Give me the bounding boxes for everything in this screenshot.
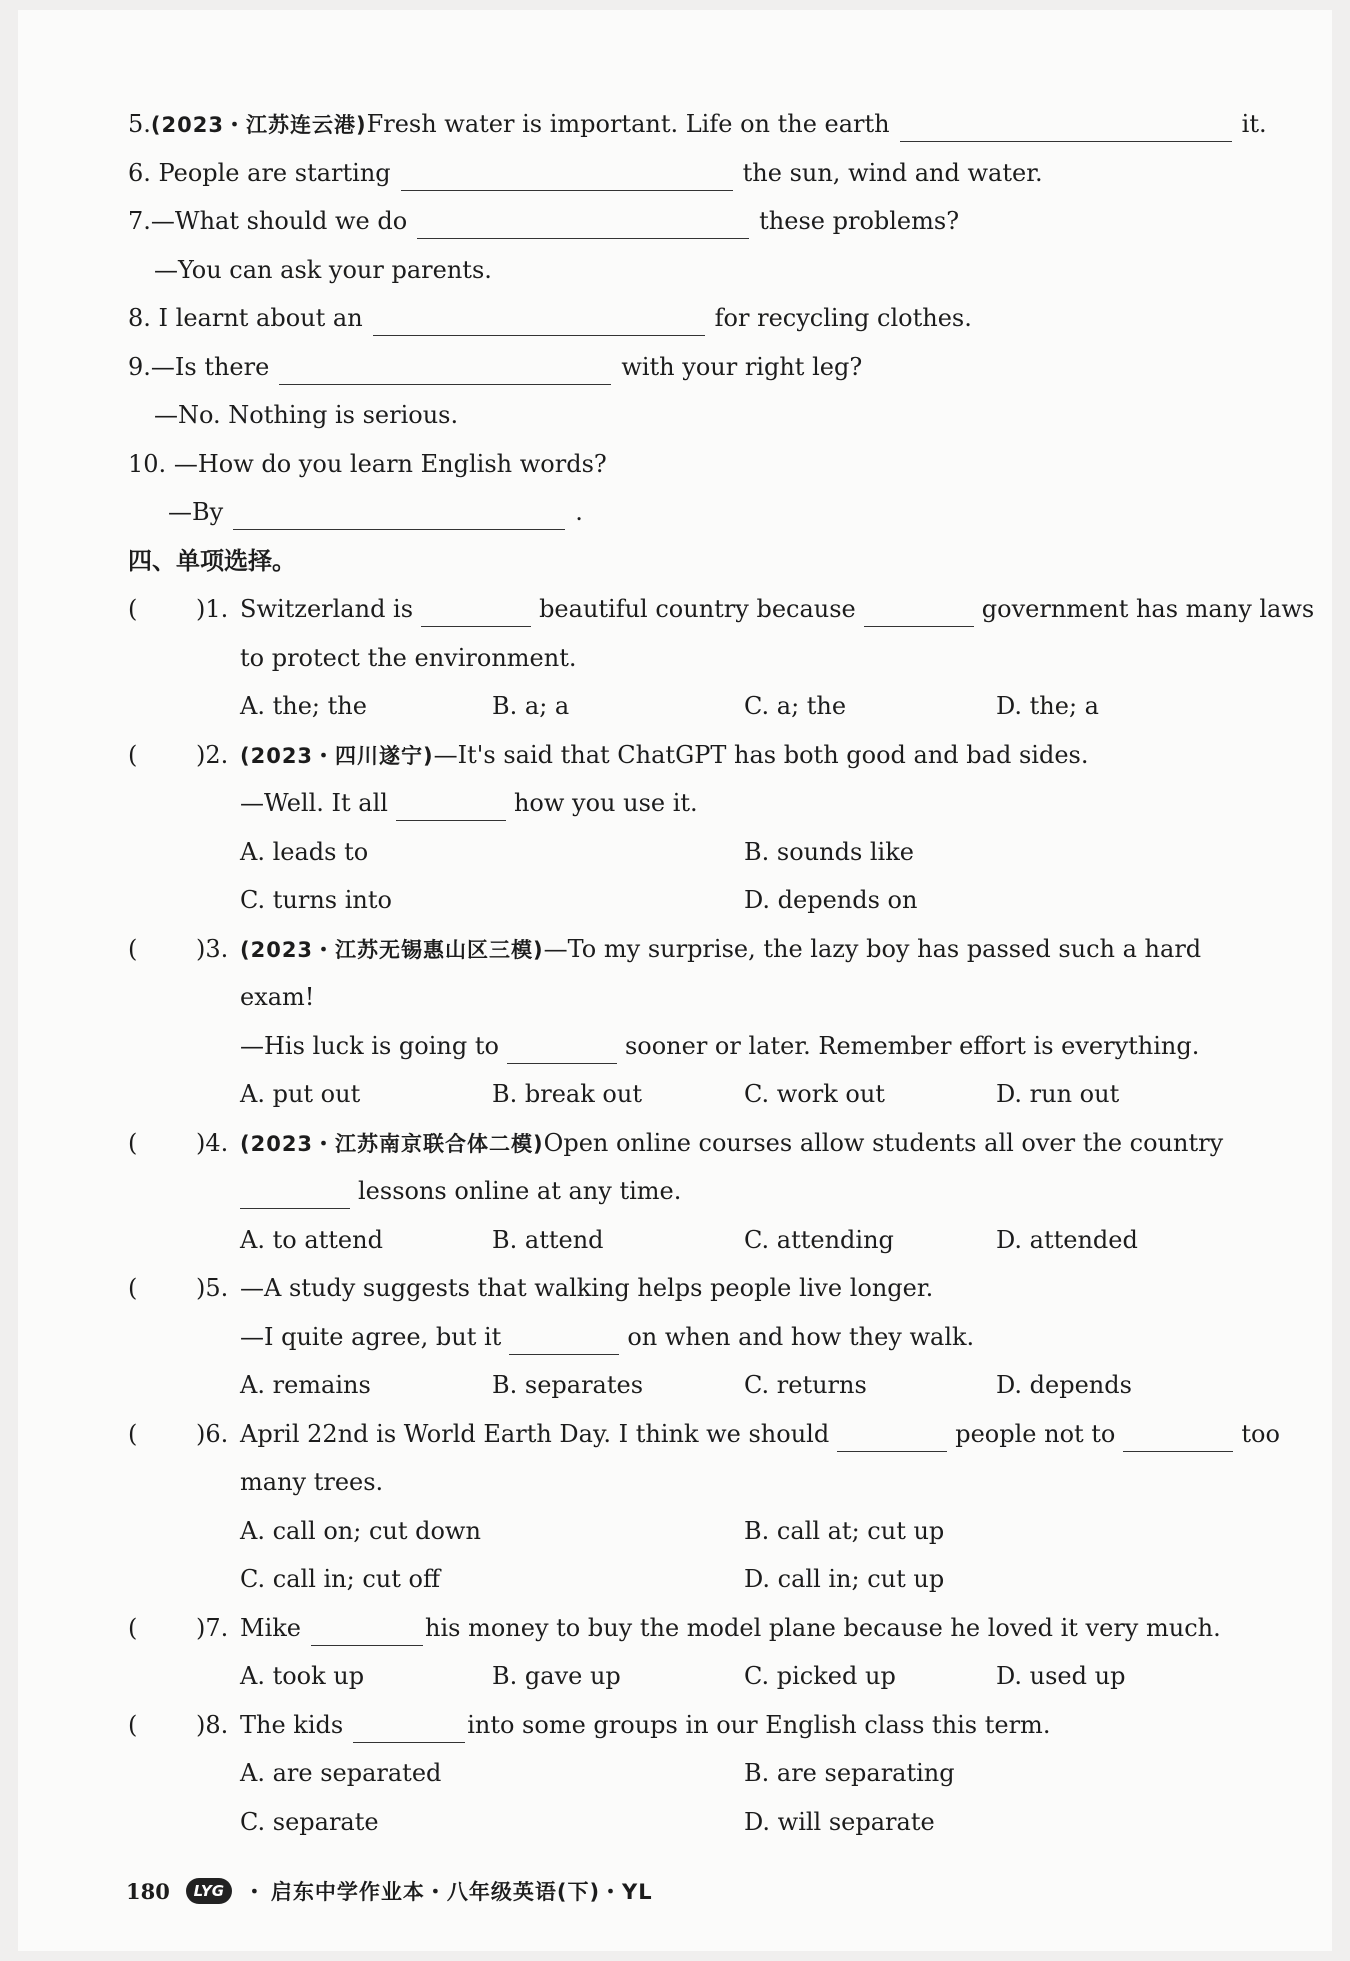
mc-question-3: [128, 925, 1288, 974]
option-c[interactable]: C. returns: [744, 1371, 867, 1399]
question-number: )8.: [196, 1710, 229, 1739]
options-row: [128, 1216, 1288, 1265]
item-text: —You can ask your parents.: [154, 255, 492, 284]
option-c[interactable]: C. attending: [744, 1225, 894, 1254]
fill-item-9-reply: [128, 391, 1288, 440]
question-text-part: sooner or later. Remember effort is everything.: [624, 1031, 1200, 1060]
item-text: People are starting: [158, 158, 391, 187]
option-a[interactable]: A. remains: [240, 1371, 371, 1399]
question-text: —A study suggests that walking helps people live longer.: [240, 1274, 934, 1302]
question-number: )1.: [196, 595, 229, 623]
options-row: [128, 1749, 1288, 1798]
question-text-part: Mike: [240, 1613, 301, 1642]
question-text-part: into some groups in our English class this term.: [467, 1710, 1051, 1739]
option-d[interactable]: D. call in; cut up: [744, 1565, 945, 1593]
option-d[interactable]: D. attended: [996, 1225, 1138, 1254]
item-text: I learnt about an: [158, 304, 363, 332]
option-a[interactable]: A. leads to: [240, 837, 369, 866]
question-text-part: Switzerland is: [240, 595, 414, 623]
item-text: Fresh water is important. Life on the earth: [366, 110, 890, 138]
mc-question-5: [128, 1264, 1288, 1313]
answer-blank[interactable]: [396, 790, 506, 821]
answer-blank[interactable]: [900, 111, 1232, 142]
question-number: )5.: [196, 1274, 229, 1302]
options-row: [128, 682, 1288, 731]
answer-blank[interactable]: [353, 1712, 465, 1743]
item-number: 10.: [128, 449, 167, 478]
question-continuation: to protect the environment.: [240, 643, 577, 672]
question-text-part: —To my surprise, the lazy boy has passed such a hard: [543, 934, 1202, 963]
question-continuation: [128, 1167, 1288, 1216]
answer-blank[interactable]: [401, 160, 733, 191]
answer-paren[interactable]: (: [128, 1419, 138, 1448]
source-tag: (2023・江苏南京联合体二模): [240, 1131, 544, 1156]
item-text: .: [575, 498, 583, 526]
question-continuation: many trees.: [240, 1468, 384, 1496]
option-b[interactable]: B. a; a: [492, 692, 570, 720]
option-d[interactable]: D. depends on: [744, 886, 918, 914]
answer-paren[interactable]: (: [128, 1128, 138, 1157]
question-number: )6.: [196, 1419, 229, 1448]
option-a[interactable]: A. are separated: [240, 1759, 442, 1787]
option-a[interactable]: A. the; the: [240, 692, 367, 720]
answer-paren[interactable]: (: [128, 595, 138, 623]
question-number: )7.: [196, 1613, 229, 1642]
answer-blank[interactable]: [421, 596, 531, 627]
publisher-logo: LYG: [186, 1878, 232, 1904]
answer-blank[interactable]: [864, 596, 974, 627]
answer-paren[interactable]: (: [128, 934, 138, 963]
question-text-part: —Well. It all: [240, 789, 388, 817]
question-text-part: people not to: [955, 1419, 1116, 1448]
question-text-part: —His luck is going to: [240, 1031, 499, 1060]
option-d[interactable]: D. the; a: [996, 692, 1099, 720]
question-text-part: lessons online at any time.: [358, 1177, 682, 1205]
question-text-part: his money to buy the model plane because he loved it very much.: [425, 1613, 1221, 1642]
item-number: 7.: [128, 207, 151, 235]
options-row: [128, 1798, 1288, 1847]
option-b[interactable]: B. call at; cut up: [744, 1516, 945, 1545]
options-row: [128, 1361, 1288, 1410]
mc-question-6: [128, 1410, 1288, 1459]
answer-blank[interactable]: [279, 354, 611, 385]
question-number: )2.: [196, 740, 229, 769]
fill-item-7-reply: [128, 246, 1288, 295]
question-number: )4.: [196, 1128, 229, 1157]
question-text-part: Open online courses allow students all over the country: [543, 1128, 1224, 1157]
mc-question-1: [128, 585, 1315, 634]
fill-item-10: [128, 440, 1288, 489]
options-row: [128, 1507, 1288, 1556]
question-text-part: too: [1241, 1419, 1280, 1448]
options-row: [128, 828, 1288, 877]
option-b[interactable]: B. separates: [492, 1371, 644, 1399]
question-reply: [128, 1313, 1288, 1362]
answer-blank[interactable]: [233, 499, 565, 530]
question-continuation: exam!: [240, 983, 315, 1011]
question-text: [240, 731, 1088, 781]
fill-item-9: [128, 343, 1288, 392]
item-text: —Is there: [150, 352, 270, 381]
mc-question-2: [128, 731, 1288, 780]
source-tag: (2023・江苏连云港): [150, 113, 367, 137]
answer-paren[interactable]: (: [128, 1274, 138, 1302]
exercise-content: [128, 100, 1315, 1846]
question-text: [240, 585, 1314, 634]
source-tag: (2023・江苏无锡惠山区三模): [240, 937, 544, 962]
option-b[interactable]: B. sounds like: [744, 837, 914, 866]
option-a[interactable]: A. call on; cut down: [240, 1516, 481, 1545]
question-text: [240, 1701, 1050, 1750]
option-d[interactable]: D. used up: [996, 1662, 1126, 1690]
mc-question-4: [128, 1119, 1288, 1168]
option-a[interactable]: A. to attend: [240, 1225, 383, 1254]
fill-item-10-reply: [128, 488, 1288, 537]
item-text: —What should we do: [150, 207, 408, 235]
item-number: 6.: [128, 158, 151, 187]
option-c[interactable]: C. work out: [744, 1080, 885, 1108]
mc-question-8: [128, 1701, 1288, 1750]
question-text-part: The kids: [240, 1710, 344, 1739]
option-b[interactable]: B. attend: [492, 1225, 604, 1254]
answer-blank[interactable]: [311, 1615, 423, 1646]
option-d[interactable]: D. run out: [996, 1080, 1120, 1108]
item-text: —No. Nothing is serious.: [154, 401, 459, 429]
fill-item-7: [128, 197, 1288, 246]
item-text: with your right leg?: [621, 352, 863, 381]
question-text-part: on when and how they walk.: [627, 1322, 975, 1351]
option-b[interactable]: B. are separating: [744, 1759, 955, 1787]
option-d[interactable]: D. will separate: [744, 1807, 935, 1836]
worksheet-page: [18, 10, 1332, 1951]
question-text-part: —It's said that ChatGPT has both good and bad sides.: [433, 740, 1089, 769]
book-title: 启东中学作业本・八年级英语(下)・YL: [270, 1880, 653, 1904]
page-footer: [126, 1874, 653, 1908]
option-c[interactable]: C. separate: [240, 1807, 379, 1836]
question-reply: [128, 779, 1288, 828]
page-number: 180: [126, 1878, 170, 1904]
footer-separator: ・: [243, 1880, 265, 1904]
question-text-part: government has many laws: [981, 595, 1315, 623]
item-text: —How do you learn English words?: [173, 449, 607, 478]
question-number: )3.: [196, 934, 229, 963]
item-number: 8.: [128, 304, 151, 332]
item-number: 5.: [128, 110, 151, 138]
question-text-part: April 22nd is World Earth Day. I think we should: [240, 1419, 830, 1448]
options-row: [128, 1070, 1288, 1119]
question-text-part: beautiful country because: [539, 595, 856, 623]
fill-item-8: [128, 294, 1288, 343]
answer-blank[interactable]: [240, 1178, 350, 1209]
answer-paren[interactable]: (: [128, 1613, 138, 1642]
option-c[interactable]: C. turns into: [240, 886, 392, 914]
question-reply: [128, 1022, 1288, 1071]
option-b[interactable]: B. break out: [492, 1080, 642, 1108]
question-text-part: —I quite agree, but it: [240, 1322, 502, 1351]
options-row: [128, 876, 1288, 925]
option-a[interactable]: A. put out: [240, 1080, 361, 1108]
item-text: these problems?: [759, 207, 960, 235]
item-text: —By: [168, 498, 224, 526]
option-c[interactable]: C. picked up: [744, 1662, 896, 1690]
options-row: [128, 1652, 1288, 1701]
question-text-part: how you use it.: [513, 789, 698, 817]
option-c[interactable]: C. a; the: [744, 692, 847, 720]
answer-blank[interactable]: [1123, 1421, 1233, 1452]
answer-paren[interactable]: (: [128, 1710, 138, 1739]
item-number: 9.: [128, 352, 151, 381]
answer-blank[interactable]: [507, 1033, 617, 1064]
fill-item-5: [128, 100, 1288, 149]
options-row: [128, 1555, 1288, 1604]
question-text: [240, 925, 1201, 975]
question-text: [240, 1410, 1280, 1459]
question-text: [240, 1119, 1223, 1169]
source-tag: (2023・四川遂宁): [240, 743, 434, 768]
fill-item-6: [128, 149, 1288, 198]
answer-blank[interactable]: [417, 208, 749, 239]
mc-question-7: [128, 1604, 1288, 1653]
option-c[interactable]: C. call in; cut off: [240, 1565, 441, 1593]
question-text: [240, 1604, 1221, 1653]
option-a[interactable]: A. took up: [240, 1662, 365, 1690]
answer-paren[interactable]: (: [128, 740, 138, 769]
option-d[interactable]: D. depends: [996, 1371, 1132, 1399]
answer-blank[interactable]: [373, 305, 705, 336]
section-heading: 四、单项选择。: [128, 546, 296, 575]
answer-blank[interactable]: [837, 1421, 947, 1452]
option-b[interactable]: B. gave up: [492, 1662, 621, 1690]
answer-blank[interactable]: [509, 1324, 619, 1355]
item-text: the sun, wind and water.: [742, 158, 1043, 187]
item-text: for recycling clothes.: [714, 304, 972, 332]
item-text: it.: [1241, 110, 1267, 138]
